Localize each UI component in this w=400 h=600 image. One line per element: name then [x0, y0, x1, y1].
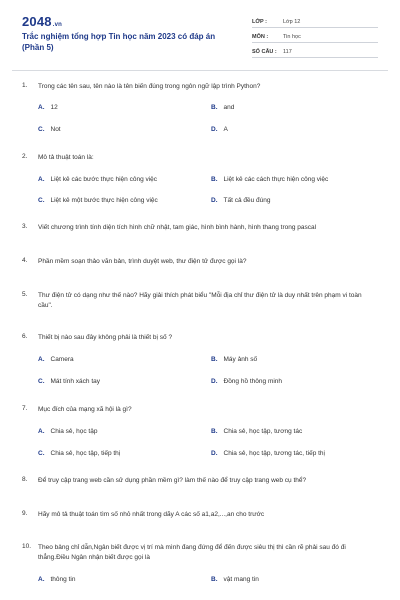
option-text: Chia sẻ, học tập, tiếp thị [50, 450, 121, 457]
option-letter: B. [211, 576, 218, 583]
option-text: Chia sẻ, học tập, tương tác [223, 428, 303, 435]
option-b[interactable] [211, 356, 257, 363]
option-c[interactable] [38, 378, 100, 385]
question-number: 10. [22, 543, 32, 550]
logo-main: 2048 [22, 14, 52, 29]
meta-table [252, 14, 378, 59]
option-a[interactable] [38, 356, 74, 363]
meta-row-count [252, 44, 378, 58]
question-number: 5. [22, 291, 28, 298]
option-c[interactable] [38, 450, 120, 457]
option-d[interactable] [211, 378, 282, 385]
option-letter: B. [211, 428, 218, 435]
option-text: Not [50, 126, 61, 133]
site-logo[interactable] [22, 14, 62, 29]
question-text: Để truy cập trang web cần sử dụng phần mềm gì? làm thế nào để truy cập trang web cụ thể? [38, 477, 307, 484]
option-text: Liệt kê các bước thực hiện công việc [50, 176, 158, 183]
question-text: Mục đích của mạng xã hội là gì? [38, 406, 132, 413]
option-letter: C. [38, 126, 45, 133]
question-number: 1. [22, 82, 28, 89]
question-number: 3. [22, 223, 28, 230]
meta-label: LỚP : [252, 19, 267, 25]
meta-label: SỐ CÂU : [252, 49, 277, 55]
option-d[interactable] [211, 126, 228, 133]
header-divider [12, 70, 388, 71]
option-a[interactable] [38, 104, 58, 111]
option-d[interactable] [211, 450, 325, 457]
question-text: Viết chương trình tính diện tích hình chữ nhật, tam giác, hình bình hành, hình thang trong pascal [38, 224, 317, 231]
document-header [22, 14, 378, 64]
option-text: A [223, 126, 228, 133]
option-letter: C. [38, 197, 45, 204]
logo-tld: .vn [52, 22, 63, 28]
option-letter: B. [211, 356, 218, 363]
question-text: Theo bảng chỉ dẫn,Ngân biết được vị trí mà mình đang đứng để đến được siêu thị thì cần rẽ phải sau đó đi thẳng.Điều Ngân nhận biết được gọi là [38, 544, 346, 561]
option-letter: A. [38, 356, 45, 363]
option-text: Tất cả đều đúng [223, 197, 271, 204]
option-letter: A. [38, 428, 45, 435]
option-letter: D. [211, 450, 218, 457]
option-text: thông tin [50, 576, 76, 583]
question-text: Thiết bị nào sau đây không phải là thiết bị số ? [38, 334, 173, 341]
option-letter: C. [38, 450, 45, 457]
option-b[interactable] [211, 176, 328, 183]
option-letter: A. [38, 576, 45, 583]
question-text: Mô tả thuật toán là: [38, 154, 94, 161]
option-text: 12 [50, 104, 58, 111]
option-a[interactable] [38, 428, 97, 435]
meta-row-subject [252, 29, 378, 43]
question-number: 2. [22, 153, 28, 160]
option-text: Máy ảnh số [223, 356, 258, 363]
option-text: vật mang tin [223, 576, 259, 583]
option-c[interactable] [38, 197, 158, 204]
option-text: Liệt kê các cách thực hiện công việc [223, 176, 329, 183]
option-b[interactable] [211, 428, 302, 435]
meta-label: MÔN : [252, 34, 269, 40]
meta-value: 117 [283, 49, 292, 55]
option-letter: D. [211, 197, 218, 204]
option-b[interactable] [211, 104, 234, 111]
question-text: Thư điện tử có dạng như thế nào? Hãy giải thích phát biểu "Mỗi địa chỉ thư điện tử là duy nhất trên phạm vi toàn cầu". [38, 292, 362, 309]
meta-value: Lớp 12 [283, 19, 301, 25]
option-text: Chia sẻ, học tập [50, 428, 98, 435]
question-number: 4. [22, 257, 28, 264]
option-letter: C. [38, 378, 45, 385]
question-text: Phần mềm soạn thảo văn bản, trình duyệt web, thư điện tử được gọi là? [38, 258, 247, 265]
option-text: Chia sẻ, học tập, tương tác, tiếp thị [223, 450, 325, 457]
option-c[interactable] [38, 126, 61, 133]
option-b[interactable] [211, 576, 259, 583]
meta-row-class [252, 14, 378, 28]
option-text: Đồng hồ thông minh [223, 378, 283, 385]
option-letter: B. [211, 104, 218, 111]
question-text: Trong các tên sau, tên nào là tên biến đúng trong ngôn ngữ lập trình Python? [38, 83, 261, 90]
option-letter: B. [211, 176, 218, 183]
question-number: 9. [22, 510, 28, 517]
option-a[interactable] [38, 176, 157, 183]
option-a[interactable] [38, 576, 75, 583]
option-text: Camera [50, 356, 74, 363]
question-number: 6. [22, 333, 28, 340]
option-letter: D. [211, 126, 218, 133]
question-number: 7. [22, 405, 28, 412]
option-text: and [223, 104, 235, 111]
option-letter: A. [38, 104, 45, 111]
meta-value: Tin học [283, 34, 301, 40]
option-d[interactable] [211, 197, 270, 204]
option-letter: A. [38, 176, 45, 183]
document-title: Trắc nghiệm tổng hợp Tin học năm 2023 có đáp án (Phần 5) [22, 32, 216, 52]
question-text: Hãy mô tả thuật toán tìm số nhỏ nhất trong dãy A các số a1,a2,...,an cho trước [38, 511, 265, 518]
option-text: Liệt kê một bước thực hiện công việc [50, 197, 158, 204]
question-number: 8. [22, 476, 28, 483]
option-letter: D. [211, 378, 218, 385]
option-text: Mát tính xách tay [50, 378, 100, 385]
